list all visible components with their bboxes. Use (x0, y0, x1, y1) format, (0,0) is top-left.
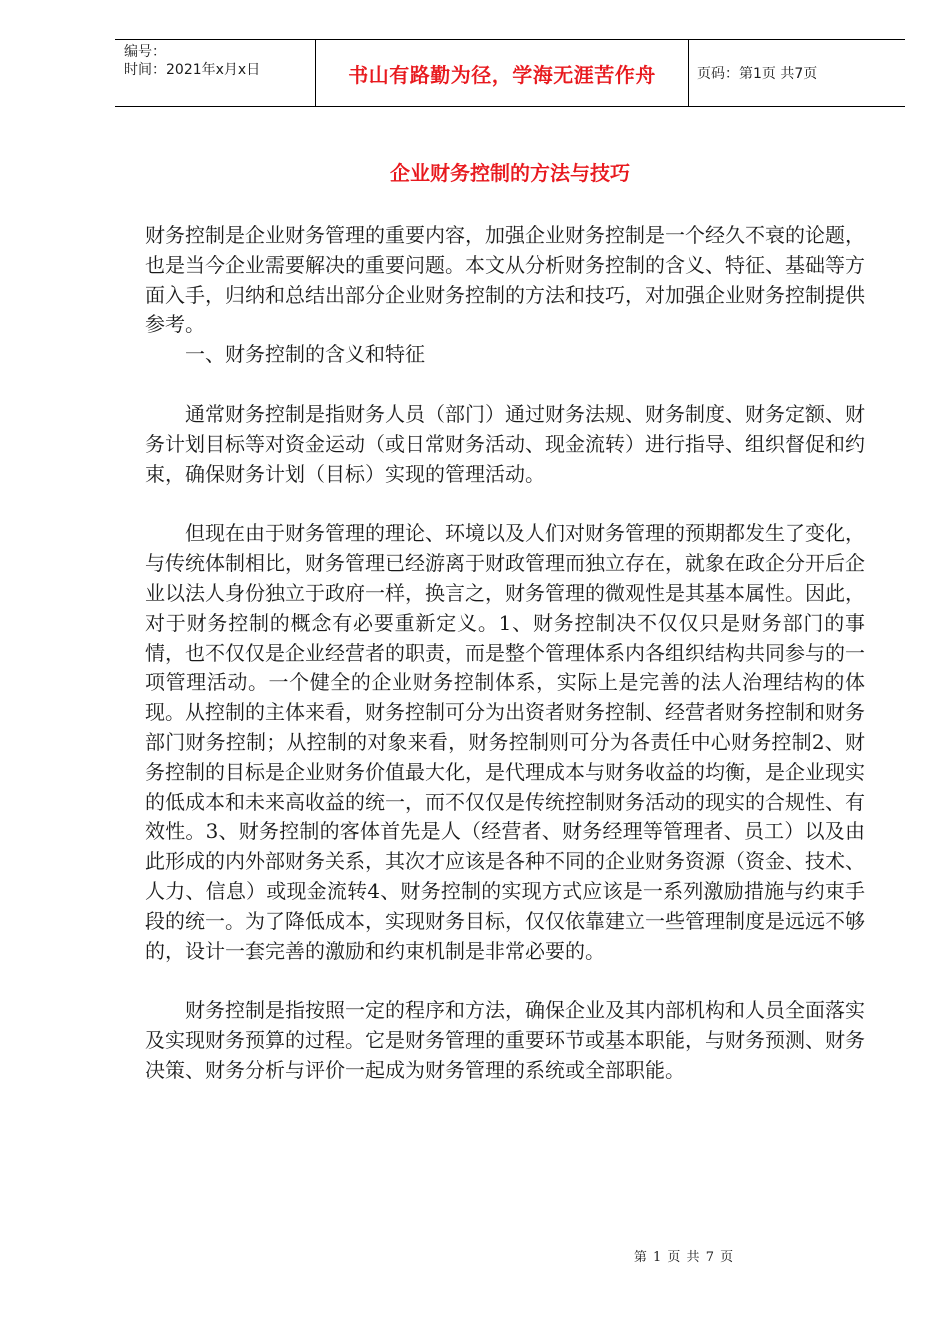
paragraph-gap (145, 966, 865, 996)
paragraph-gap (145, 370, 865, 400)
paragraph-intro: 财务控制是企业财务管理的重要内容，加强企业财务控制是一个经久不衰的论题，也是当今企业需要解决的重要问题。本文从分析财务控制的含义、特征、基础等方面入手，归纳和总结出部分企业财务控制的方法和技巧，对加强企业财务控制提供参考。 (145, 223, 865, 337)
paragraph-redefinition: 但现在由于财务管理的理论、环境以及人们对财务管理的预期都发生了变化，与传统体制相比，财务管理已经游离于财政管理而独立存在，就象在政企分开后企业以法人身份独立于政府一样，换言之，财务管理的微观性是其基本属性。因此，对于财务控制的概念有必要重新定义。1、财务控制决不仅仅只是财务部门的事情，也不仅仅是企业经营者的职责，而是整个管理体系内各组织结构共同参与的一项管理活动。一个健全的企业财务控制体系，实际上是完善的法人治理结构的体现。从控制的主体来看，财务控制可分为出资者财务控制、经营者财务控制和财务部门财务控制；从控制的对象来看，财务控制则可分为各责任中心财务控制2、财务控制的目标是企业财务价值最大化，是代理成本与财务收益的均衡，是企业现实的低成本和未来高收益的统一，而不仅仅是传统控制财务活动的现实的合规性、有效性。3、财务控制的客体首先是人（经营者、财务经理等管理者、员工）以及由此形成的内外部财务关系，其次才应该是各种不同的企业财务资源（资金、技术、人力、信息）或现金流转4、财务控制的实现方式应该是一系列激励措施与约束手段的统一。为了降低成本，实现财务目标，仅仅依靠建立一些管理制度是远远不够的，设计一套完善的激励和约束机制是非常必要的。 (145, 521, 865, 963)
number-label: 编号： (124, 44, 166, 60)
document-body (145, 221, 865, 1086)
header-motto: 书山有路勤为径，学海无涯苦作舟 (316, 40, 689, 106)
section-heading: 一、财务控制的含义和特征 (185, 342, 425, 367)
page-footer: 第 1 页 共 7 页 (633, 1250, 735, 1265)
page-header (115, 39, 905, 107)
header-meta (115, 40, 316, 106)
paragraph-definition: 通常财务控制是指财务人员（部门）通过财务法规、财务制度、财务定额、财务计划目标等对资金运动（或日常财务活动、现金流转）进行指导、组织督促和约束，确保财务计划（目标）实现的管理活动。 (145, 401, 865, 486)
paragraph-gap (145, 489, 865, 519)
time-label: 时间：2021年x月x日 (124, 62, 261, 78)
paragraph-summary: 财务控制是指按照一定的程序和方法，确保企业及其内部机构和人员全面落实及实现财务预算的过程。它是财务管理的重要环节或基本职能，与财务预测、财务决策、财务分析与评价一起成为财务管理的系统或全部职能。 (145, 998, 865, 1082)
document-title: 企业财务控制的方法与技巧 (390, 161, 630, 185)
header-page-info: 页码：第1页 共7页 (697, 66, 818, 82)
